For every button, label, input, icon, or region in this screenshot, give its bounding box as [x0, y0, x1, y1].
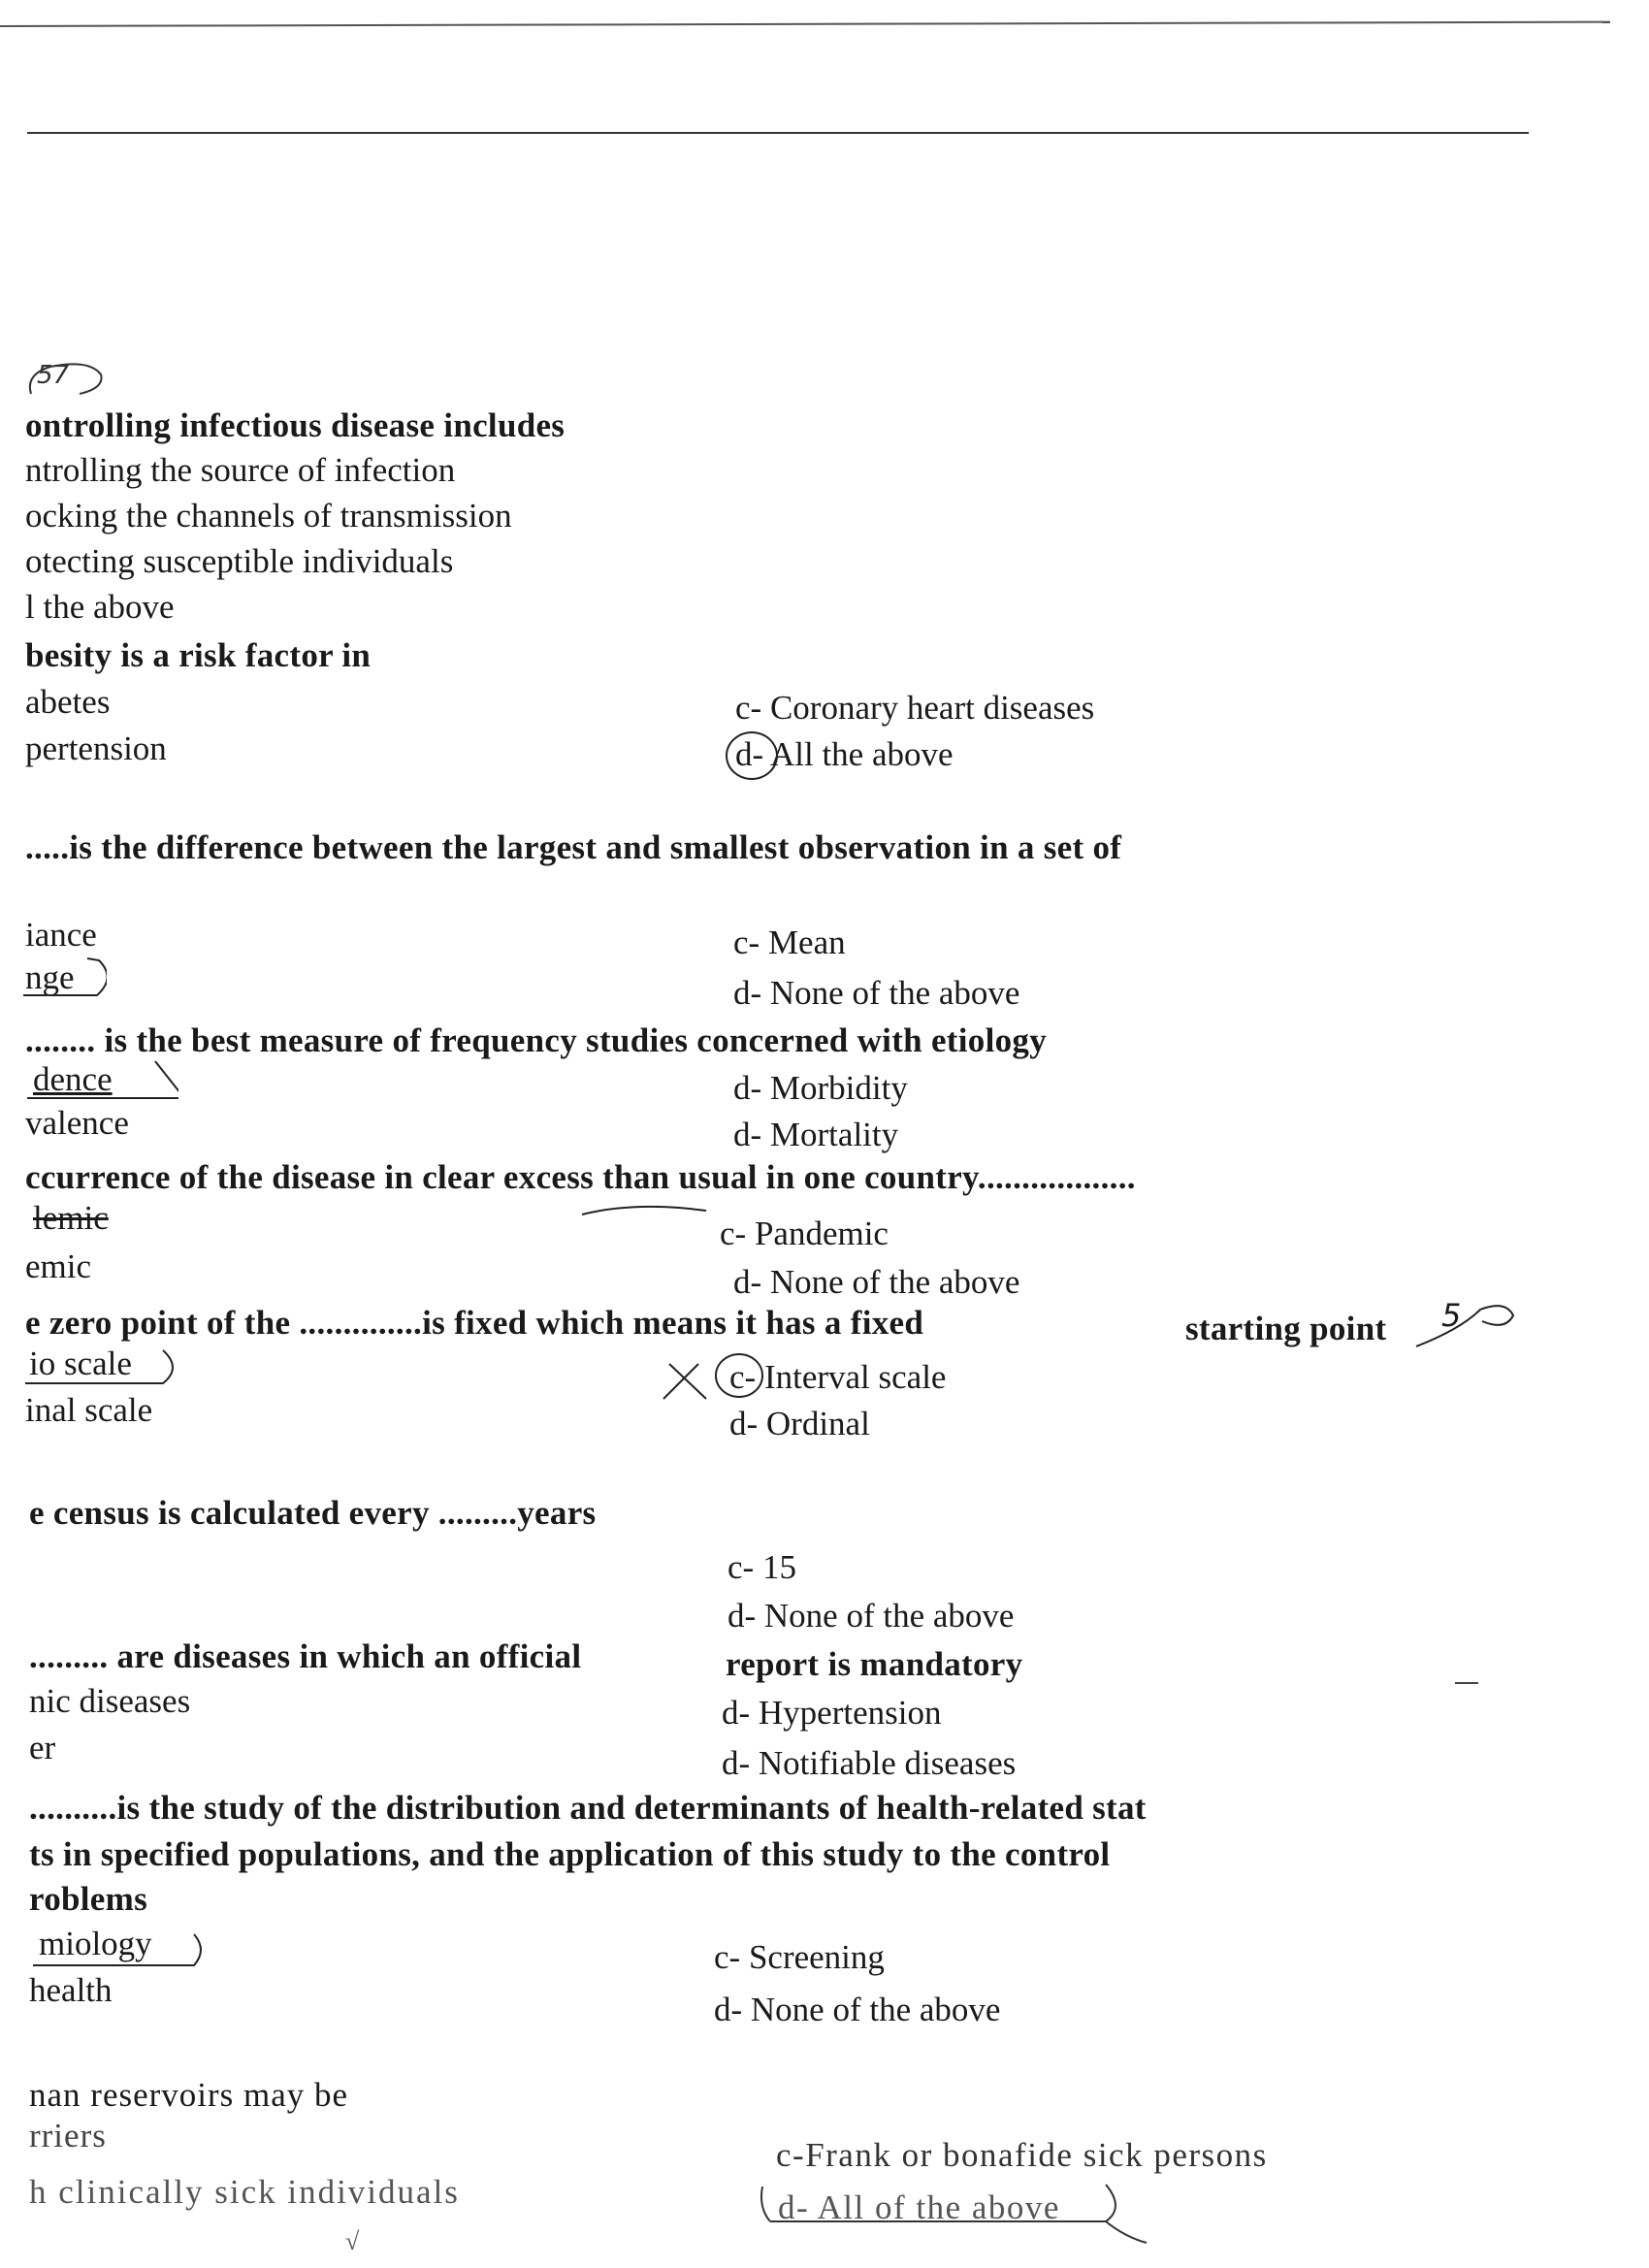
question-8-stem-end: report is mandatory — [726, 1645, 1023, 1683]
question-5-stem: ccurrence of the disease in clear excess than usual in one country.................. — [25, 1158, 1136, 1196]
q3-option-a: iance — [25, 916, 97, 954]
q6-option-a: io scale — [29, 1345, 132, 1382]
question-8-stem: ......... are diseases in which an official — [29, 1637, 582, 1675]
handwritten-margin-note: 5 — [1441, 1297, 1462, 1334]
q4-option-c: d- Morbidity — [733, 1069, 908, 1107]
question-4-stem: ........ is the best measure of frequency studies concerned with etiology — [25, 1021, 1048, 1059]
q8-option-c: d- Hypertension — [722, 1694, 942, 1732]
q4-option-b: valence — [25, 1104, 129, 1142]
handwritten-question-number: 57 — [37, 361, 70, 390]
q4-option-d: d- Mortality — [733, 1116, 899, 1153]
stray-pen-mark: √ — [345, 2227, 360, 2255]
q9-option-d: d- None of the above — [714, 1991, 1001, 2028]
question-6-stem-end: starting point — [1185, 1310, 1387, 1347]
q5-option-c: c- Pandemic — [720, 1215, 889, 1252]
q8-option-a: nic diseases — [29, 1682, 191, 1720]
q8-option-b: er — [29, 1729, 56, 1766]
question-9-stem-line-3: roblems — [29, 1880, 148, 1918]
q10-option-d: d- All of the above — [778, 2188, 1060, 2226]
q10-option-b: h clinically sick individuals — [29, 2173, 460, 2211]
answer-circle-mark — [726, 731, 778, 780]
q9-option-b: health — [29, 1971, 113, 2009]
q6-option-c: c- Interval scale — [729, 1358, 947, 1396]
q7-option-c: c- 15 — [728, 1548, 796, 1586]
question-10-stem: nan reservoirs may be — [29, 2076, 349, 2114]
q10-option-a: rriers — [29, 2117, 107, 2155]
q5-option-b: emic — [25, 1247, 92, 1285]
q6-option-b: inal scale — [25, 1391, 153, 1429]
q10-option-c: c-Frank or bonafide sick persons — [776, 2136, 1268, 2174]
q1-option-d: l the above — [25, 588, 175, 626]
answer-ring-mark — [29, 1925, 213, 1971]
q1-option-b: ocking the channels of transmission — [25, 497, 512, 535]
question-9-stem: ..........is the study of the distribution and determinants of health-related stat — [29, 1789, 1147, 1827]
margin-scribble — [1412, 1297, 1519, 1354]
q5-option-d: d- None of the above — [733, 1263, 1020, 1301]
answer-ring-mark — [19, 955, 107, 1003]
q5-option-a: lemic — [33, 1199, 109, 1237]
q9-option-c: c- Screening — [714, 1938, 885, 1976]
cross-out-mark — [660, 1350, 766, 1405]
answer-ring-mark — [23, 1055, 178, 1104]
answer-ring-mark — [21, 1345, 177, 1389]
q9-option-a: miology — [39, 1925, 152, 1962]
q2-option-d: d- All the above — [735, 735, 954, 773]
q2-option-c: c- Coronary heart diseases — [735, 689, 1095, 727]
question-9-stem-line-2: ts in specified populations, and the application of this study to the control — [29, 1835, 1111, 1873]
q4-option-a: dence — [33, 1060, 113, 1098]
scan-edge-line — [0, 21, 1610, 27]
q1-option-c: otecting susceptible individuals — [25, 542, 454, 580]
answer-ring-mark — [757, 2179, 1203, 2251]
question-2-stem: besity is a risk factor in — [25, 636, 372, 674]
q3-option-d: d- None of the above — [733, 974, 1020, 1012]
q2-option-b: pertension — [25, 729, 167, 767]
question-3-stem: .....is the difference between the largest and smallest observation in a set of — [25, 828, 1122, 866]
question-number-scribble — [21, 355, 109, 405]
underline-mark — [578, 1199, 714, 1222]
header-rule — [27, 132, 1529, 134]
question-1-stem: ontrolling infectious disease includes — [25, 406, 566, 444]
scan-mark — [1455, 1682, 1478, 1684]
q2-option-a: abetes — [25, 683, 111, 721]
question-6-stem: e zero point of the ..............is fixed which means it has a fixed — [25, 1304, 924, 1342]
q6-option-d: d- Ordinal — [729, 1405, 870, 1442]
q3-option-c: c- Mean — [733, 923, 846, 961]
q1-option-a: ntrolling the source of infection — [25, 451, 456, 489]
q8-option-d: d- Notifiable diseases — [722, 1744, 1017, 1782]
q3-option-b: nge — [25, 958, 75, 996]
q7-option-d: d- None of the above — [728, 1597, 1015, 1635]
question-7-stem: e census is calculated every .........years — [29, 1494, 597, 1532]
